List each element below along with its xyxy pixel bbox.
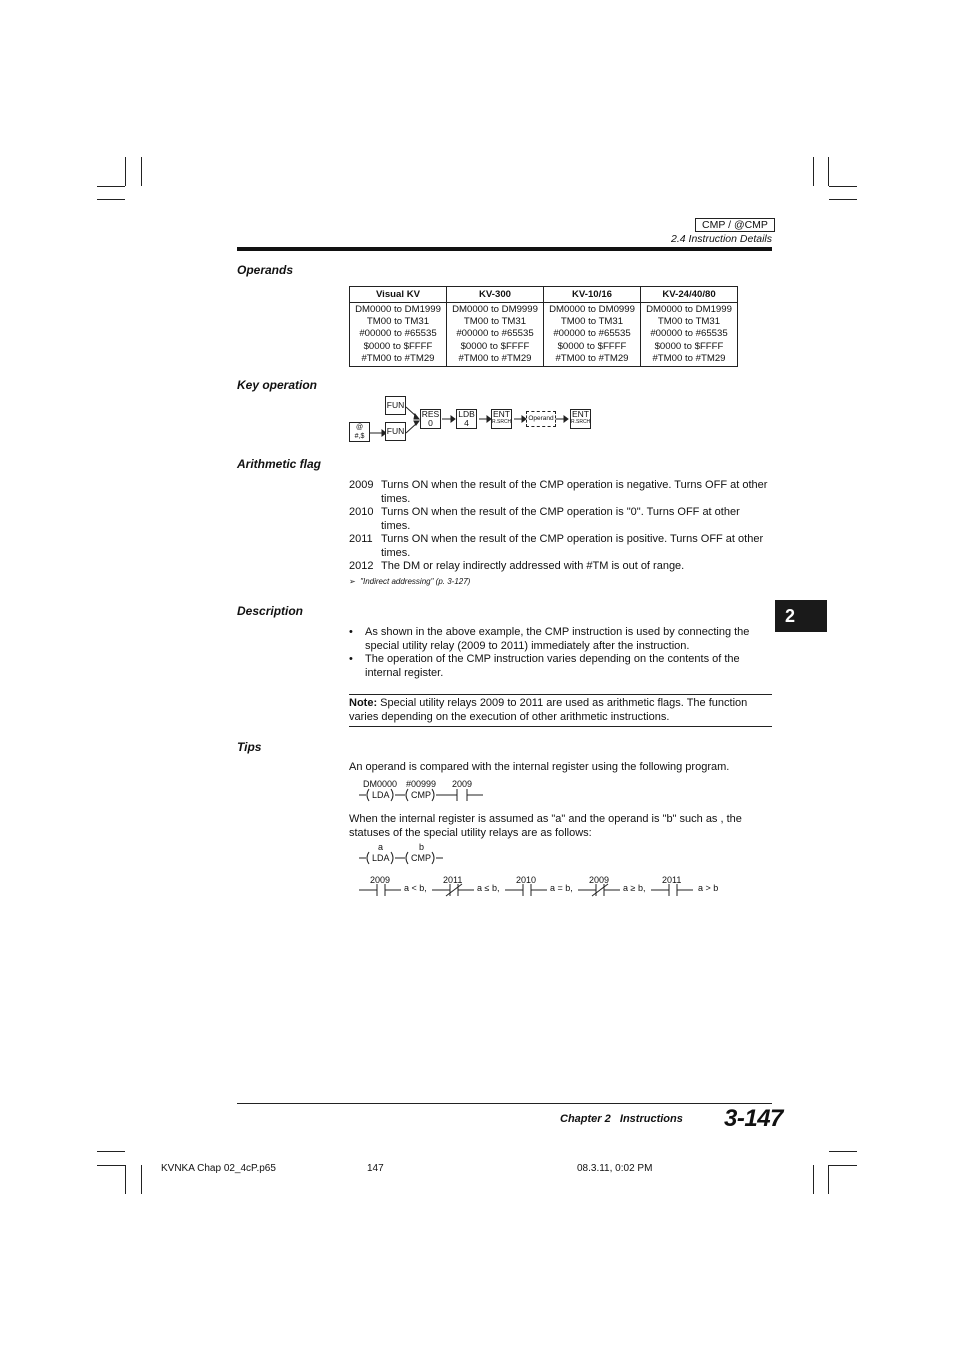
condition-text: a < b, [404,883,427,893]
crop-mark [97,186,125,187]
ladder-label: LDA [372,790,390,800]
ent-key: ENT R.SRCH [491,409,512,429]
heading-operands: Operands [237,263,294,277]
table-header: KV-24/40/80 [641,287,738,303]
heading-tips: Tips [237,740,262,754]
footer-chapter: Chapter 2 Instructions [560,1113,683,1125]
note-box: Note: Special utility relays 2009 to 2011 are used as arithmetic flags. The function varies depending on the execution of other arithmetic instructions. [349,694,772,727]
condition-text: a > b [698,883,719,893]
contact-no-icon [505,883,549,897]
crop-mark [141,1165,142,1194]
contact-nc-icon [578,883,622,897]
ladder-label: CMP [411,790,431,800]
crop-mark [829,1151,857,1152]
condition-text: a ≤ b, [477,883,500,893]
table-header: KV-10/16 [544,287,641,303]
table-cell: DM0000 to DM1999 TM00 to TM31 #00000 to #65535 $0000 to $FFFF #TM00 to #TM29 [350,303,447,367]
table-header: Visual KV [350,287,447,303]
chapter-tab: 2 [775,600,827,632]
crop-mark [813,1165,814,1194]
ladder-label: 2009 [370,875,391,885]
ldb-key: LDB 4 [456,409,477,429]
ladder-label: 2010 [516,875,537,885]
crop-mark [97,1151,125,1152]
print-page: 147 [367,1163,384,1174]
crop-mark [125,1165,126,1194]
bullet-icon: • [349,626,353,638]
condition-text: a ≥ b, [623,883,646,893]
table-cell: DM0000 to DM0999 TM00 to TM31 #00000 to #65535 $0000 to $FFFF #TM00 to #TM29 [544,303,641,367]
crop-mark [828,157,829,186]
print-file-name: KVNKA Chap 02_4cP.p65 [161,1163,276,1174]
arrow-icon: ➢ [349,577,361,586]
crop-mark [97,199,125,200]
ladder-label: 2009 [589,875,610,885]
table-cell: DM0000 to DM9999 TM00 to TM31 #00000 to #65535 $0000 to $FFFF #TM00 to #TM29 [447,303,544,367]
ladder-label: CMP [411,853,431,863]
operand-key: Operand [526,411,556,427]
fun-key: FUN [385,396,406,415]
condition-text: a = b, [550,883,573,893]
section-subtitle: 2.4 Instruction Details [671,233,772,245]
contact-nc-icon [432,883,476,897]
instruction-name-box: CMP / @CMP [695,218,775,232]
table-header: KV-300 [447,287,544,303]
res-key: RES 0 [421,409,440,428]
contact-no-icon [359,883,403,897]
footer-rule [237,1103,772,1104]
crop-mark [829,1165,857,1166]
heading-key-operation: Key operation [237,378,318,392]
crop-mark [97,1165,125,1166]
ent-key: ENT R.SRCH [570,409,591,429]
fun-key: FUN [385,422,406,441]
crop-mark [829,199,857,200]
ladder-label: #00999 [406,779,437,789]
crop-mark [829,186,857,187]
ladder-label: a [378,842,384,852]
page-number: 3-147 [724,1105,783,1132]
operands-table [349,286,738,367]
reference-link[interactable]: ➢ "Indirect addressing" (p. 3-127) [349,577,471,586]
crop-mark [828,1165,829,1194]
at-key: @ #,$ [349,422,370,442]
heading-arithmetic-flag: Arithmetic flag [237,457,322,471]
ladder-label: LDA [372,853,390,863]
tips-paragraph: When the internal register is assumed as "a" and the operand is "b" such as , the statuses of the special utility relays are as follows: [349,813,742,839]
ladder-label: 2009 [452,779,473,789]
heading-description: Description [237,604,304,618]
ladder-label: DM0000 [363,779,398,789]
contact-no-icon [651,883,695,897]
ladder-label: 2011 [662,875,682,885]
table-cell: DM0000 to DM1999 TM00 to TM31 #00000 to #65535 $0000 to $FFFF #TM00 to #TM29 [641,303,738,367]
header-rule [237,247,772,251]
crop-mark [141,157,142,186]
bullet-icon: • [349,653,353,665]
ladder-label: b [419,842,425,852]
crop-mark [125,157,126,186]
tips-intro: An operand is compared with the internal register using the following program. [349,761,730,773]
crop-mark [813,157,814,186]
ladder-label: 2011 [443,875,463,885]
print-date: 08.3.11, 0:02 PM [577,1163,653,1174]
